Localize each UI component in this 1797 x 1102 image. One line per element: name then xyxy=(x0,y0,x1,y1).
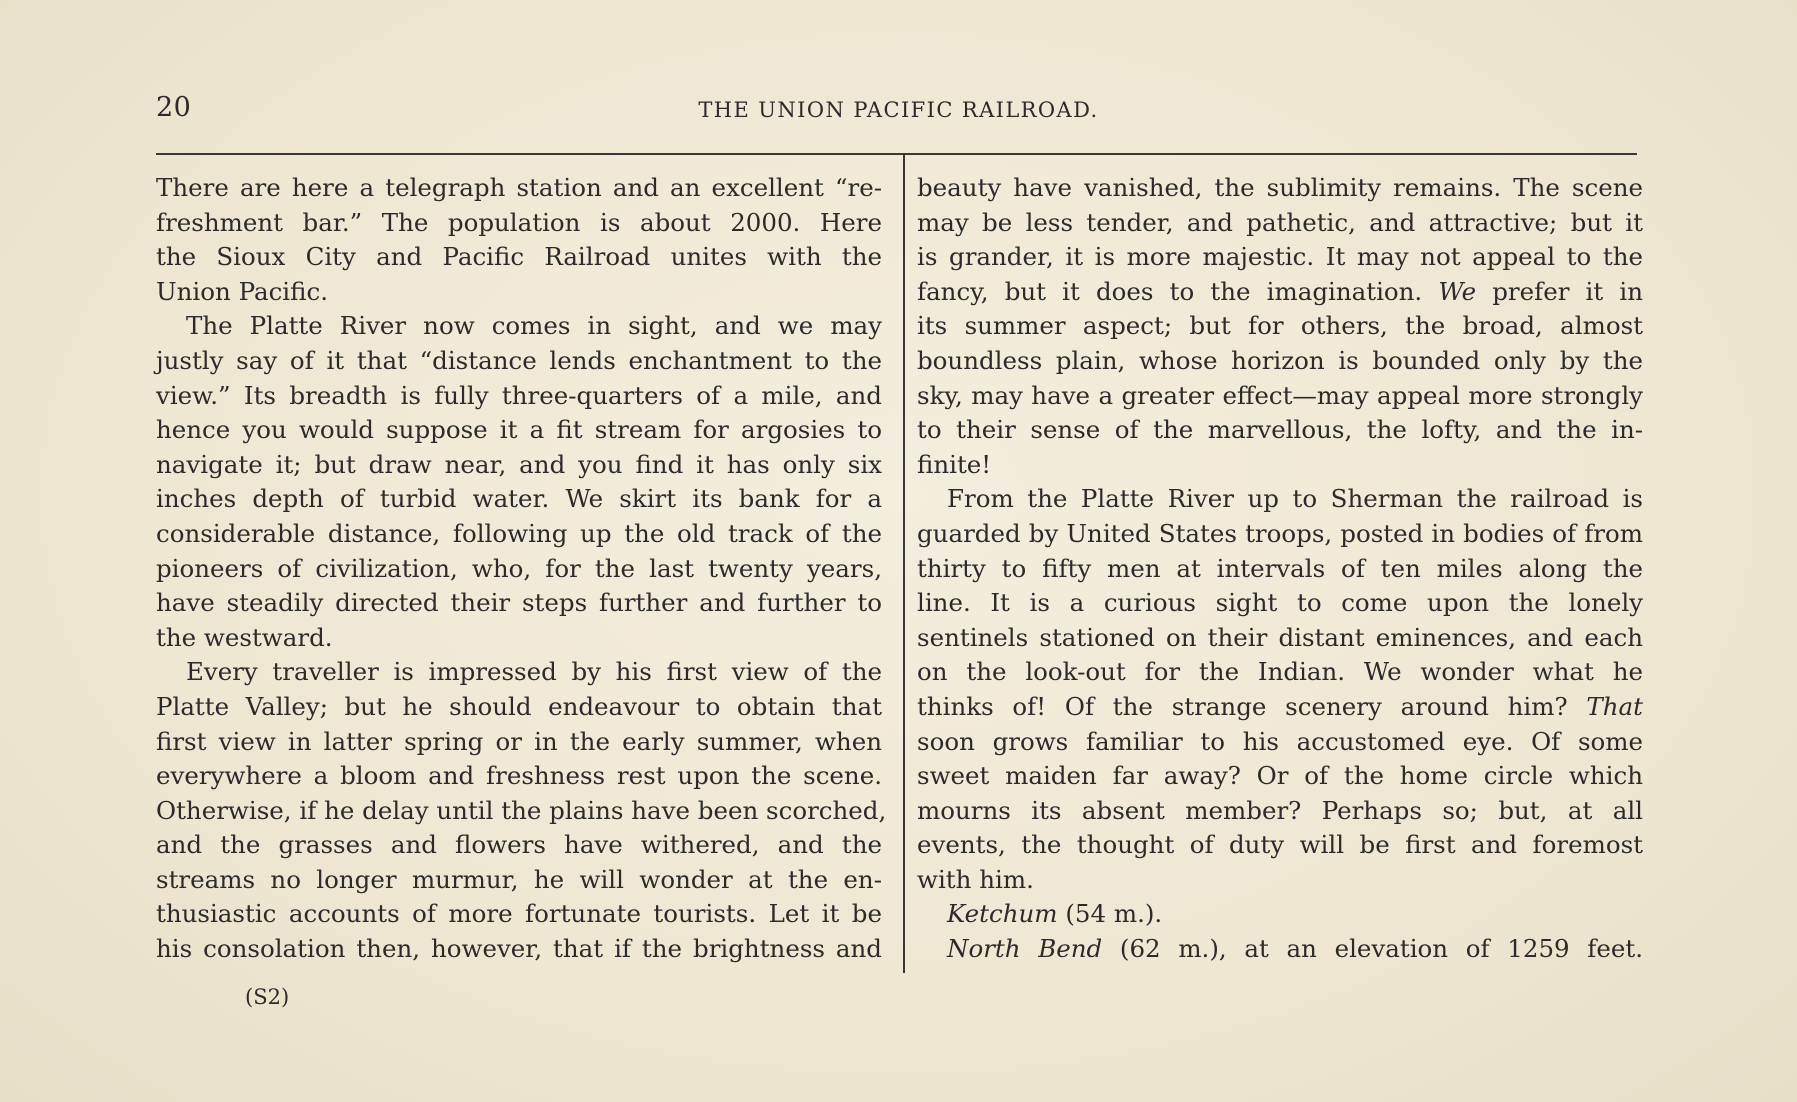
text-line: navigate it; but draw near, and you find it has only six xyxy=(156,449,882,479)
text-line: soon grows familiar to his accustomed eye. Of some xyxy=(917,726,1643,756)
text-line xyxy=(917,275,1643,310)
text-line: the westward. xyxy=(156,622,333,652)
text-line: boundless plain, whose horizon is bounded only by the xyxy=(917,345,1643,375)
text-line: his consolation then, however, that if the brightness and xyxy=(156,934,882,964)
running-head: THE UNION PACIFIC RAILROAD. xyxy=(698,98,1099,122)
text-line: sky, may have a greater effect—may appeal more strongly xyxy=(917,380,1643,410)
text-line: The Platte River now comes in sight, and we may xyxy=(186,311,882,341)
text-fragment: prefer it in xyxy=(1492,276,1643,306)
text-line: Every traveller is impressed by his first view of the xyxy=(186,657,882,687)
header-rule xyxy=(156,153,1637,155)
text-line: is grander, it is more majestic. It may not appeal to the xyxy=(917,242,1643,272)
text-line: thirty to fifty men at intervals of ten miles along the xyxy=(917,553,1643,583)
text-line: beauty have vanished, the sublimity remains. The scene xyxy=(917,173,1643,202)
left-column xyxy=(156,171,887,967)
text-line: hence you would suppose it a fit stream for argosies to xyxy=(156,415,882,445)
text-fragment: (54 m.). xyxy=(1065,899,1163,929)
italic-text: That xyxy=(1586,691,1643,721)
text-line: view.” Its breadth is fully three-quarters of a mile, and xyxy=(156,380,882,410)
text-line: justly say of it that “distance lends enchantment to the xyxy=(156,345,882,375)
text-line xyxy=(917,932,1643,967)
text-fragment: (62 m.), at an elevation of 1259 feet. xyxy=(1119,934,1644,964)
text-line xyxy=(917,897,1643,932)
text-line: may be less tender, and pathetic, and attractive; but it xyxy=(917,207,1643,237)
text-line: There are here a telegraph station and an excellent “re- xyxy=(156,173,882,202)
text-line: pioneers of civilization, who, for the last twenty years, xyxy=(156,553,882,583)
text-line: to their sense of the marvellous, the lofty, and the in- xyxy=(917,415,1643,445)
text-line: on the look-out for the Indian. We wonder what he xyxy=(917,657,1643,687)
text-line: sentinels stationed on their distant eminences, and each xyxy=(917,622,1643,652)
italic-text: We xyxy=(1438,276,1477,306)
text-line: events, the thought of duty will be first and foremost xyxy=(917,830,1643,860)
text-line xyxy=(917,690,1643,725)
text-line: inches depth of turbid water. We skirt its bank for a xyxy=(156,484,882,514)
italic-text: North Bend xyxy=(947,934,1103,964)
text-line: everywhere a bloom and freshness rest upon the scene. xyxy=(156,761,882,791)
text-line: thusiastic accounts of more fortunate tourists. Let it be xyxy=(156,899,882,929)
page-number: 20 xyxy=(156,92,192,123)
text-line: mourns its absent member? Perhaps so; but, at all xyxy=(917,795,1643,825)
text-line: line. It is a curious sight to come upon the lonely xyxy=(917,588,1643,618)
text-line: first view in latter spring or in the early summer, when xyxy=(156,726,882,756)
text-fragment: fancy, but it does to the imagination. xyxy=(917,276,1423,306)
text-line: sweet maiden far away? Or of the home circle which xyxy=(917,761,1643,791)
text-line: its summer aspect; but for others, the broad, almost xyxy=(917,311,1643,341)
column-divider xyxy=(903,153,905,973)
text-line: Union Pacific. xyxy=(156,276,328,306)
text-line: Otherwise, if he delay until the plains have been scorched, xyxy=(156,795,887,825)
text-line: and the grasses and flowers have withered, and the xyxy=(156,830,882,860)
text-line: finite! xyxy=(917,449,992,479)
text-line: considerable distance, following up the old track of the xyxy=(156,518,882,548)
text-line: guarded by United States troops, posted in bodies of from xyxy=(917,518,1643,548)
signature-mark: (S2) xyxy=(245,985,290,1009)
italic-text: Ketchum xyxy=(947,899,1058,929)
text-line: freshment bar.” The population is about 2000. Here xyxy=(156,207,882,237)
text-line: with him. xyxy=(917,864,1034,894)
text-line: streams no longer murmur, he will wonder at the en- xyxy=(156,864,882,894)
text-line: Platte Valley; but he should endeavour to obtain that xyxy=(156,691,882,721)
right-column xyxy=(917,171,1643,967)
text-line: From the Platte River up to Sherman the railroad is xyxy=(947,484,1643,514)
text-fragment: thinks of! Of the strange scenery around him? xyxy=(917,691,1568,721)
text-line: the Sioux City and Pacific Railroad unites with the xyxy=(156,242,882,272)
text-line: have steadily directed their steps further and further to xyxy=(156,588,882,618)
